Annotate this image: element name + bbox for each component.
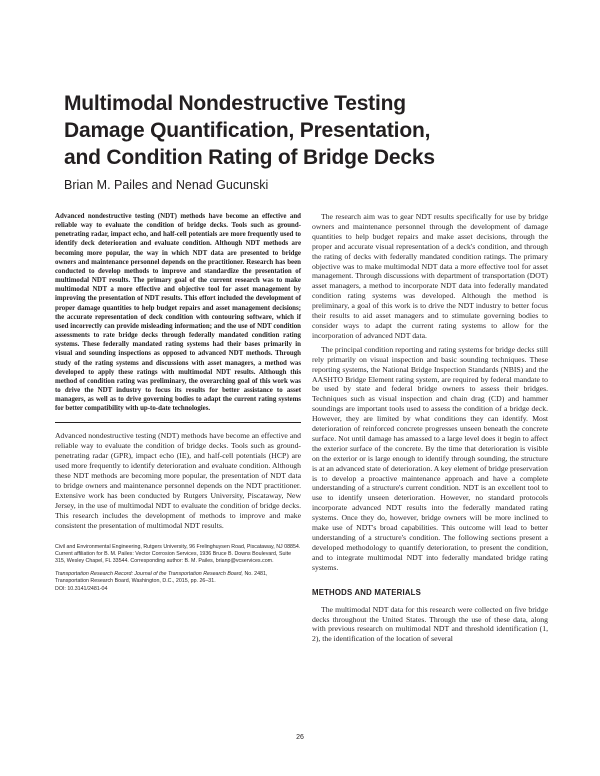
- citation-doi: DOI: 10.3141/2481-04: [55, 585, 108, 592]
- body-paragraph-1: The research aim was to gear NDT results specifically for use by bridge owners and maintenance personnel through the development of damage quantities to help budget repairs and make asset decisions, through the proper and accurate visual representation of a deck's condition, and through the rating of decks with federally mandated condition ratings. The primary objective was to make multimodal NDT data a more effective tool for asset management. Through discussions with department of transportation (DOT) asset managers, a method to incorporate NDT data into federally mandated condition rating systems was developed. Although the method is preliminary, a goal of this work is to drive the NDT industry to better focus their results to aid asset managers and to stimulate governing bodies to consider ways to adapt the current rating systems to allow for the incorporation of advanced NDT data.: [312, 212, 548, 340]
- citation-journal: Transportation Research Record: Journal of the Transportation Research Board,: [55, 571, 243, 578]
- affiliation-note: Civil and Environmental Engineering, Rutgers University, 96 Frelinghuysen Road, Piscataway, NJ 08854. Current affiliation for B. M. Pailes: Vector Corrosion Services, 1936 Bruce B. Downs Boulevard, Suite 315, Wesley Chapel, FL 33544. Corresponding author: B. M. Pailes, brianp@vcservices.com.: [55, 543, 301, 564]
- intro-paragraph: Advanced nondestructive testing (NDT) methods have become an effective and reliable way to evaluate the condition of bridge decks. Tools such as ground-penetrating radar (GPR), impact echo (IE), and half-cell potentials (HCP) are used more frequently to identify deterioration and evaluate condition. Although these NDT methods are becoming more popular, the presentation of NDT data to bridge owners and maintenance personnel depends on the NDT practitioner. Extensive work has been conducted by Rutgers University, Piscataway, New Jersey, in the use of multimodal NDT to evaluate the condition of bridge decks. This research includes the development of methods to improve and make consistent the presentation of multimodal NDT results.: [55, 431, 301, 530]
- citation-note: [55, 571, 301, 593]
- abstract: Advanced nondestructive testing (NDT) methods have become an effective and reliable way to evaluate the condition of bridge decks. Tools such as ground-penetrating radar, impact echo, and half-cell potentials are more frequently used to identify deck deterioration and evaluate condition. Although NDT methods are becoming more popular, the way in which NDT data are presented to bridge owners and maintenance personnel depends on the practitioner. Research has been conducted to develop methods to improve and standardize the presentation of multimodal NDT results. The primary goal of the current research was to make multimodal NDT a more effective and objective tool for asset management by improving the presentation of NDT results. This effort included the development of proper damage quantities to help budget repairs and asset management decisions; the accurate representation of deck condition with contouring software, which if used incorrectly can provide misleading information; and the use of NDT condition assessments to rate bridge decks through federally mandated condition rating systems. These federally mandated rating systems had their bases primarily in visual and sounding inspections as opposed to advanced NDT methods. Through study of the rating systems and discussions with asset managers, a method was developed to apply these ratings with multimodal NDT results. Although this method of condition rating was preliminary, the overarching goal of this work was to drive the NDT industry to focus its results for better assistance to asset managers, as well as to drive governing bodies to adapt the current rating systems for better compatibility with up-to-date technologies.: [55, 213, 301, 413]
- abstract-divider: [55, 422, 301, 423]
- body-paragraph-3: The multimodal NDT data for this research were collected on five bridge decks throughout the United States. Through the use of these data, along with previous research on multimodal NDT and threshold identification (1, 2), the identification of the location of several: [312, 604, 548, 644]
- article-title: [64, 90, 544, 171]
- page-number: 26: [296, 734, 304, 741]
- citation-details: No. 2481, Transportation Research Board, Washington, D.C., 2015, pp. 26–31.: [55, 571, 268, 585]
- left-column: [55, 212, 301, 593]
- section-heading: METHODS AND MATERIALS: [312, 587, 422, 597]
- title-line-2: Damage Quantification, Presentation,: [64, 119, 431, 142]
- authors: Brian M. Pailes and Nenad Gucunski: [64, 178, 269, 192]
- right-column: [312, 212, 548, 644]
- title-line-1: Multimodal Nondestructive Testing: [64, 92, 406, 115]
- body-paragraph-2: The principal condition reporting and rating systems for bridge decks still rely primarily on visual inspection and basic sounding techniques. These reporting systems, the National Bridge Inspection Standards (NBIS) and the AASHTO Bridge Element rating system, are required by federal mandate to be used by state and federal bridge owners to assess their bridges. Techniques such as visual inspection and chain drag (CD) and hammer soundings are important tools used to assess the condition of a bridge deck. However, they are limited by what conditions they can identify. Most deterioration of reinforced concrete progresses unseen beneath the concrete surface. Not until damage has amassed to a large level does it begin to affect the exterior surface of the concrete. By the time that deterioration is visible on the exterior or is large enough to identify through sounding, the structure is at an advanced state of deterioration. A key element of bridge preservation is to develop a proactive maintenance approach and have a complete understanding of a structure's current condition. NDT is an excellent tool to use to identify unseen deterioration. However, no standard protocols incorporate advanced NDT results into the federally mandated rating systems. Once they do, however, bridge owners will be more inclined to make use of NDT's broad capabilities. This outcome will lead to better understanding of a structure's condition. The following sections present a developed methodology to quantify deterioration, to present the condition, and to integrate multimodal NDT into federally mandated bridge rating systems.: [312, 344, 548, 572]
- title-line-3: and Condition Rating of Bridge Decks: [64, 146, 435, 169]
